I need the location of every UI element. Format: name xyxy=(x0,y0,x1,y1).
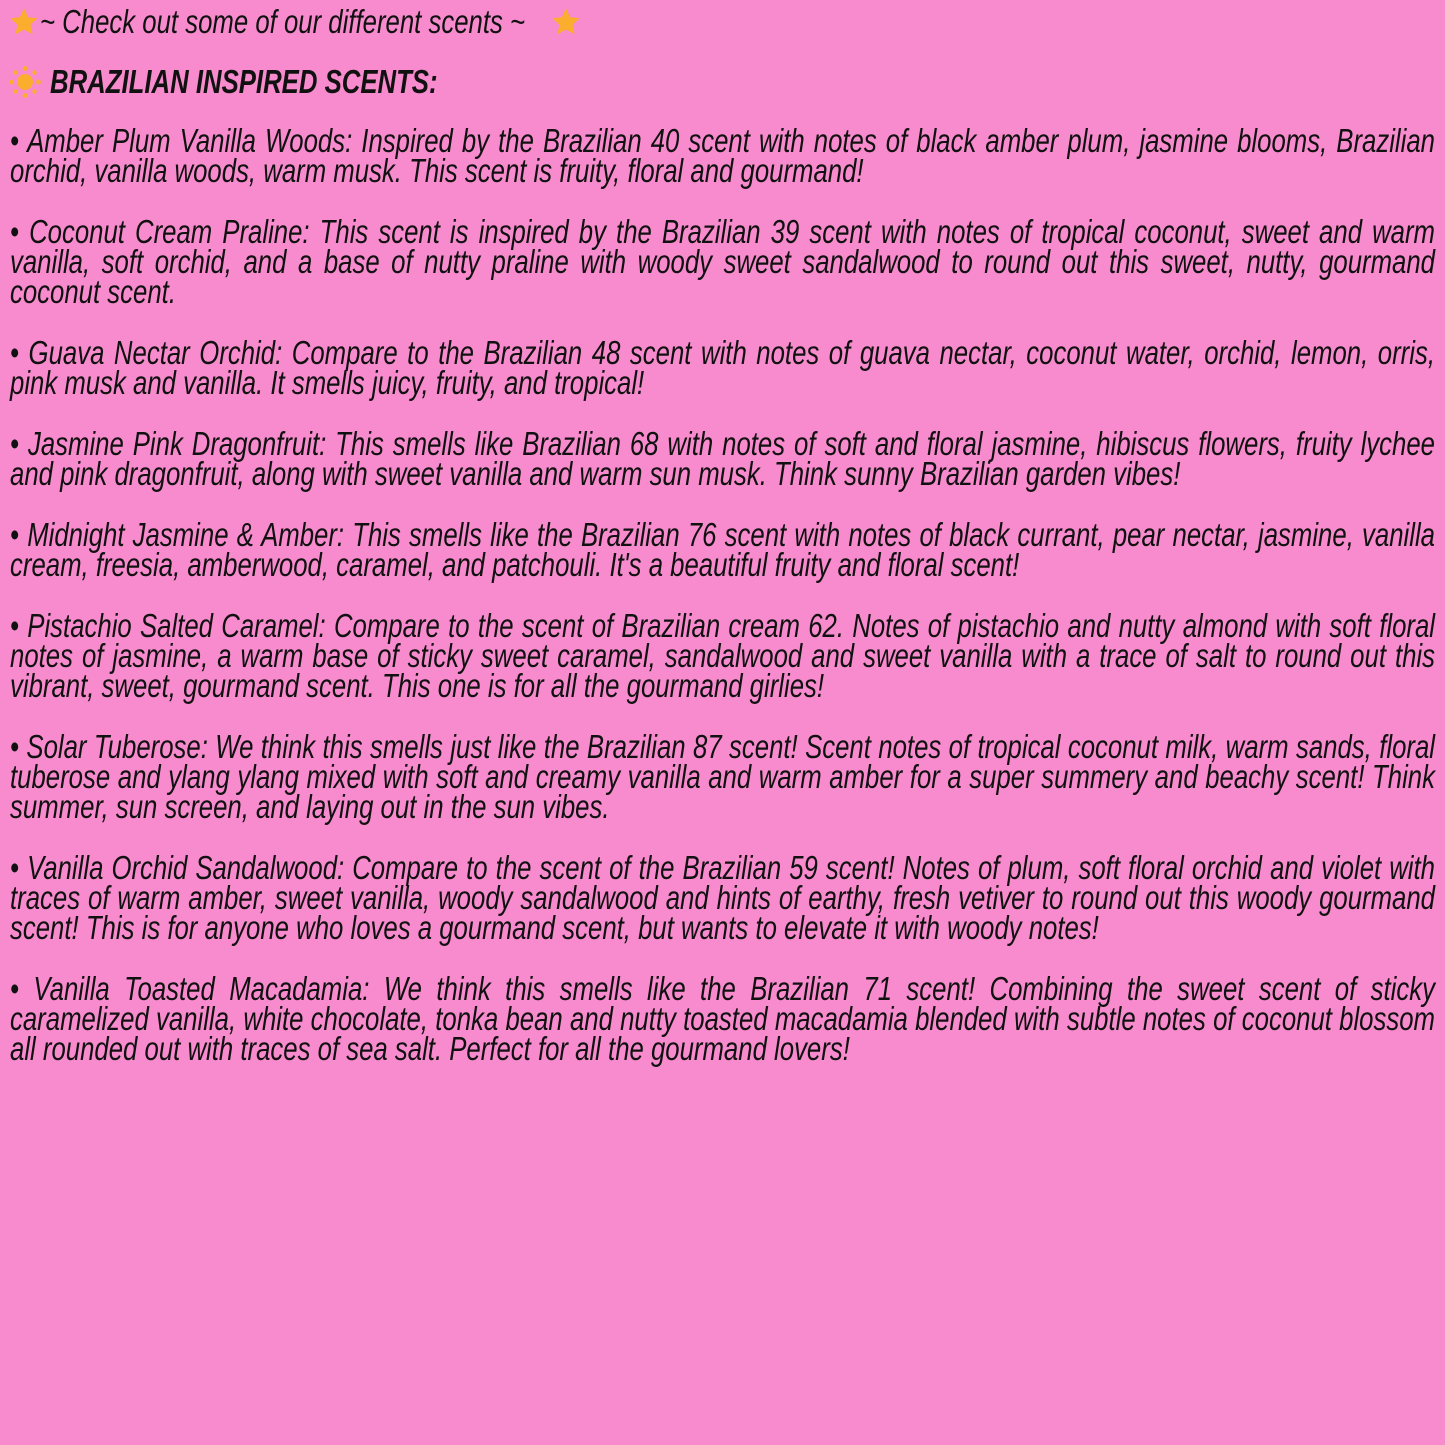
scent-item-vanilla-orchid-sandalwood: • Vanilla Orchid Sandalwood: Compare to the scent of the Brazilian 59 scent! Notes of plum, soft floral orchid and violet with traces of warm amber, sweet vanilla, woody sandalwood and hints of earthy, fresh vetiver to round out this woody gourmand scent! This is for anyone who loves a gourmand scent, but wants to elevate it with woody notes! xyxy=(10,848,1435,947)
scent-item-coconut-cream-praline: • Coconut Cream Praline: This scent is inspired by the Brazilian 39 scent with notes of tropical coconut, sweet and warm vanilla, soft orchid, and a base of nutty praline with woody sweet sandalwood to round out this sweet, nutty, gourmand coconut scent. xyxy=(10,212,1435,311)
star-icon xyxy=(550,6,582,38)
scent-item-guava-nectar-orchid: • Guava Nectar Orchid: Compare to the Brazilian 48 scent with notes of guava nectar, coconut water, orchid, lemon, orris, pink musk and vanilla. It smells juicy, fruity, and tropical! xyxy=(10,334,1435,402)
sun-icon xyxy=(8,65,42,99)
heading-text: BRAZILIAN INSPIRED SCENTS: xyxy=(50,63,438,100)
scent-item-solar-tuberose: • Solar Tuberose: We think this smells just like the Brazilian 87 scent! Scent notes of tropical coconut milk, warm sands, floral tuberose and ylang ylang mixed with soft and creamy vanilla and warm amber for a super summery and beachy scent! Think summer, sun screen, and laying out in the sun vibes. xyxy=(10,727,1435,826)
scent-item-jasmine-pink-dragonfruit: • Jasmine Pink Dragonfruit: This smells like Brazilian 68 with notes of soft and floral jasmine, hibiscus flowers, fruity lychee and pink dragonfruit, along with sweet vanilla and warm sun musk. Think sunny Brazilian garden vibes! xyxy=(10,424,1435,493)
scent-list xyxy=(10,122,1435,1095)
scent-item-midnight-jasmine-amber: • Midnight Jasmine & Amber: This smells like the Brazilian 76 scent with notes of black currant, pear nectar, jasmine, vanilla cream, freesia, amberwood, caramel, and patchouli. It's a beautiful fruity and floral scent! xyxy=(10,515,1435,584)
star-icon xyxy=(8,6,40,38)
intro-line xyxy=(8,4,582,40)
section-heading xyxy=(8,62,547,102)
scent-item-amber-plum-vanilla-woods: • Amber Plum Vanilla Woods: Inspired by the Brazilian 40 scent with notes of black amber plum, jasmine blooms, Brazilian orchid, vanilla woods, warm musk. This scent is fruity, floral and gourmand! xyxy=(10,122,1435,190)
intro-text: ~ Check out some of our different scents ~ xyxy=(40,3,526,40)
scent-item-vanilla-toasted-macadamia: • Vanilla Toasted Macadamia: We think this smells like the Brazilian 71 scent! Combining the sweet scent of sticky caramelized vanilla, white chocolate, tonka bean and nutty toasted macadamia blended with subtle notes of coconut blossom all rounded out with traces of sea salt. Perfect for all the gourmand lovers! xyxy=(10,970,1435,1068)
scent-item-pistachio-salted-caramel: • Pistachio Salted Caramel: Compare to the scent of Brazilian cream 62. Notes of pistachio and nutty almond with soft floral notes of jasmine, a warm base of sticky sweet caramel, sandalwood and sweet vanilla with a trace of salt to round out this vibrant, sweet, gourmand scent. This one is for all the gourmand girlies! xyxy=(10,606,1435,705)
